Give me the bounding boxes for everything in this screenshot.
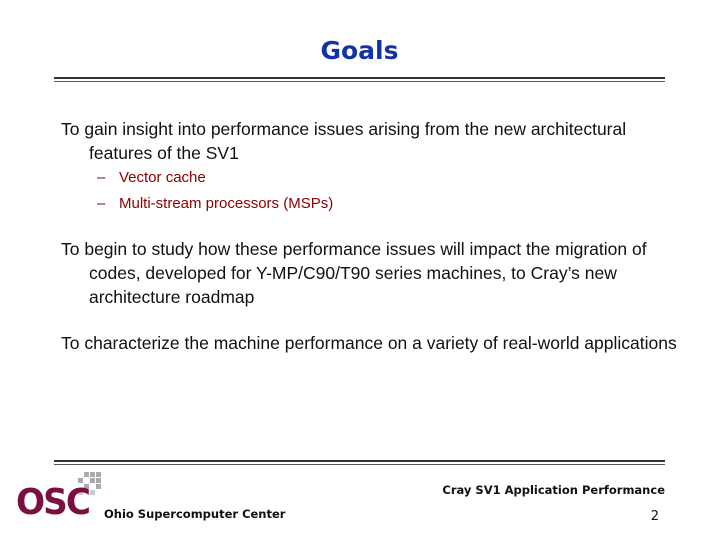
bullet-list <box>61 117 681 355</box>
footer-divider-top <box>54 460 665 462</box>
bullet-2: To begin to study how these performance issues will impact the migration of codes, developed for Y-MP/C90/T90 series machines, to Cray’s new architecture roadmap <box>61 239 647 307</box>
bullet-3: To characterize the machine performance on a variety of real-world applications <box>61 333 677 353</box>
presentation-title: Cray SV1 Application Performance <box>442 483 665 497</box>
sub-bullet-vector-cache <box>97 165 681 191</box>
page-number: 2 <box>650 509 659 524</box>
footer-divider-bottom <box>54 464 665 465</box>
title-divider-top <box>54 77 665 79</box>
sub-bullet-label: Multi-stream processors (MSPs) <box>119 195 334 212</box>
dash-glyph: – <box>97 169 106 186</box>
sub-bullet-label: Vector cache <box>119 169 206 186</box>
org-name: Ohio Supercomputer Center <box>104 507 286 521</box>
logo-text: OSC <box>16 482 90 523</box>
sub-bullet-msps <box>97 191 681 217</box>
bullet-1: To gain insight into performance issues arising from the new architectural features of the SV1 <box>61 119 627 163</box>
osc-logo <box>16 472 102 524</box>
title-divider-bottom <box>54 81 665 82</box>
dash-glyph: – <box>97 195 106 212</box>
slide-title: Goals <box>320 36 399 65</box>
